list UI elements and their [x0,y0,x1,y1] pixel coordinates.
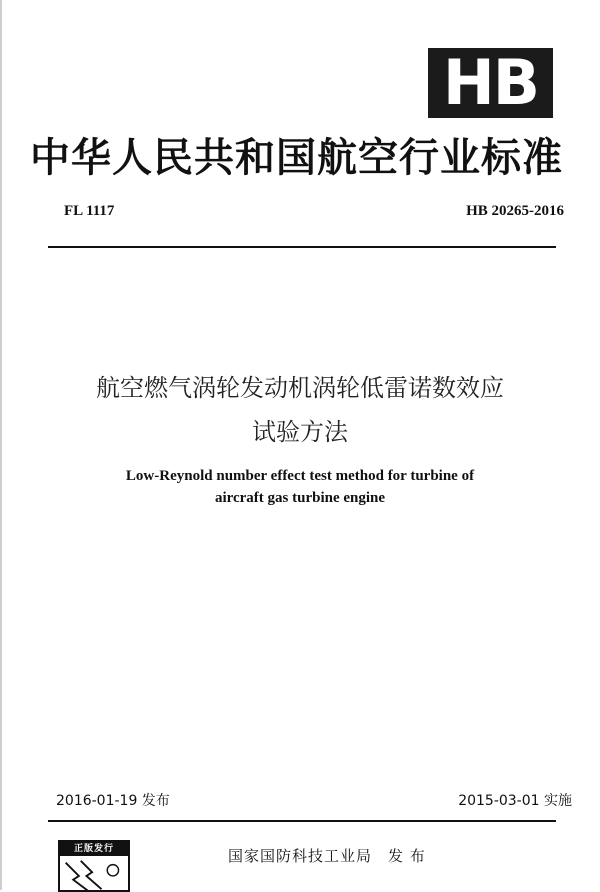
issue-date: 2016-01-19 发布 [56,793,170,809]
page-title: 中华人民共和国航空行业标准 [30,135,563,181]
standard-title-cn-line1: 航空燃气涡轮发动机涡轮低雷诺数效应 [96,374,504,402]
hb-logo: HB [428,48,553,118]
standard-title-en-line1: Low-Reynold number effect test method for turbine of [125,468,475,484]
standard-title-cn-line2: 试验方法 [252,418,348,446]
genuine-stamp [58,840,130,892]
standard-code: HB 20265-2016 [466,203,564,219]
bottom-divider [48,820,556,822]
top-divider [48,246,556,248]
issuing-authority: 国家国防科技工业局 发 布 [228,847,426,865]
stamp-graphic-icon [60,856,128,892]
standard-title-en-line2: aircraft gas turbine engine [214,490,386,506]
classification-code: FL 1117 [64,203,115,219]
implementation-date: 2015-03-01 实施 [458,793,572,809]
stamp-label: 正版发行 [60,842,128,856]
